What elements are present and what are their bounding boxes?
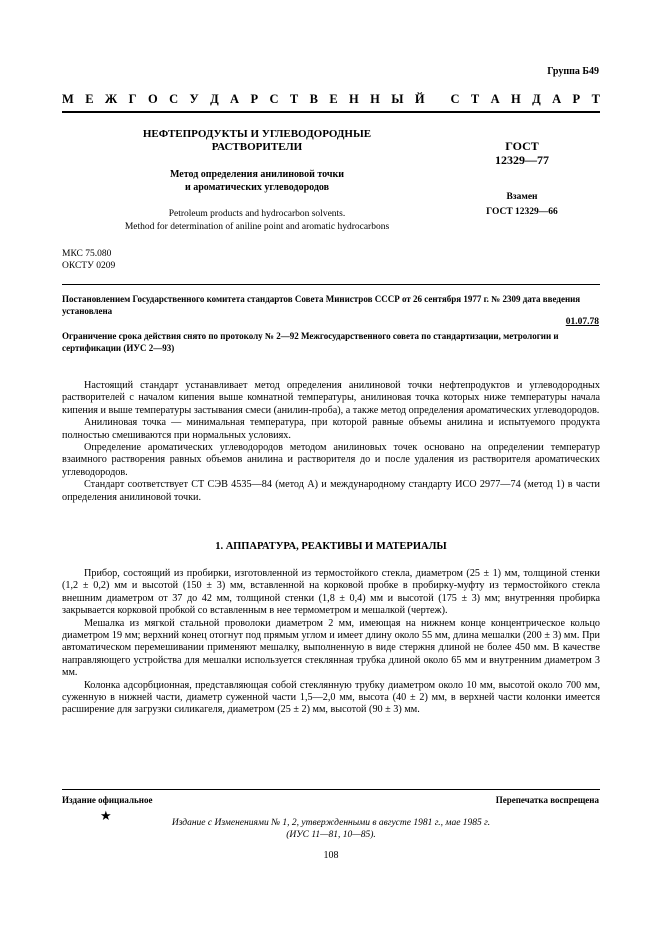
intro-text — [62, 380, 600, 504]
intro-paragraph: Настоящий стандарт устанавливает метод определения анилиновой точки нефтепродуктов и углеводородных растворителей с началом кипения выше комнатной температуры, анилиновая точка которых ниже температуры начала кипения и выше температуры застывания смеси (анилин-проба), а также метод определения ароматических углеводородов. — [62, 380, 600, 416]
decree-rule — [62, 284, 600, 285]
replaces-gost: ГОСТ 12329—66 — [486, 207, 558, 217]
banner-letter: С — [269, 92, 279, 106]
header-rule — [62, 111, 600, 113]
banner-letter: Й — [414, 92, 425, 106]
method-line-1: Метод определения анилиновой точки — [169, 169, 345, 180]
banner-letter: Т — [470, 92, 480, 106]
banner-letter: В — [309, 92, 318, 106]
banner-letter: А — [552, 92, 562, 106]
section-paragraph: Прибор, состоящий из пробирки, изготовленной из термостойкого стекла, диаметром (25 ± 1) мм, толщиной стенки (1,2 ± 0,2) мм и высотой (150 ± 3) мм, вставленной на корковой пробке в пробирку-муфту из термостойкого стекла внешним диаметром от 37 до 42 мм, толщиной стенки (1,8 ± 0,4) мм и высотой (175 ± 3) мм; внутренняя пробирка закрывается корковой пробкой со вставленным в нее термометром и мешалкой (чертеж). — [62, 568, 600, 617]
reprint-prohibited: Перепечатка воспрещена — [495, 795, 599, 805]
banner-letter: Г — [128, 92, 137, 106]
gost-number: 12329—77 — [495, 153, 549, 167]
section-paragraph: Колонка адсорбционная, представляющая собой стеклянную трубку диаметром около 10 мм, высотой около 700 мм, суженную в нижней части, диаметр суженной части 1,5—2,0 мм, высота (40 ± 2) мм, в верхней части колонки имеется расширение для загрузки силикагеля, диаметром (25 ± 2) мм, высотой (90 ± 3) мм. — [62, 679, 600, 716]
banner-letter: Р — [572, 92, 581, 106]
title-line-2: РАСТВОРИТЕЛИ — [211, 141, 303, 153]
intro-paragraph: Анилиновая точка — минимальная температура, при которой равные объемы анилина и испытуемого продукта полностью смешиваются при нормальных условиях. — [62, 417, 600, 441]
page-number: 108 — [323, 850, 339, 861]
decree-text: Постановлением Государственного комитета стандартов Совета Министров СССР от 26 сентября 1977 г. № 2309 дата введения установлена — [62, 294, 581, 316]
replaces-label: Взамен — [506, 192, 538, 202]
mks-code: МКС 75.080 — [62, 249, 112, 259]
banner-letter: А — [490, 92, 500, 106]
intro-paragraph: Стандарт соответствует СТ СЭВ 4535—84 (метод А) и международному стандарту ИСО 2977—74 (метод 1) в части определения анилиновой точки. — [62, 479, 600, 503]
banner-letter: Е — [85, 92, 94, 106]
gost-label: ГОСТ — [505, 139, 539, 153]
banner-letter: Р — [250, 92, 259, 106]
star-icon: ★ — [100, 808, 112, 823]
section-1-title: 1. АППАРАТУРА, РЕАКТИВЫ И МАТЕРИАЛЫ — [215, 541, 447, 552]
banner-letter: У — [189, 92, 199, 106]
title-line-1: НЕФТЕПРОДУКТЫ И УГЛЕВОДОРОДНЫЕ — [142, 128, 372, 140]
edition-note-1: Издание с Изменениями № 1, 2, утвержденными в августе 1981 г., мае 1985 г. — [171, 818, 491, 828]
group-code: Группа Б49 — [547, 66, 599, 77]
limit-removed-note: Ограничение срока действия снято по протоколу № 2—92 Межгосударственного совета по стандартизации, метрологии и сертификации (ИУС 2—93) — [62, 331, 559, 353]
okstu-code: ОКСТУ 0209 — [62, 261, 116, 271]
banner-letter: С — [450, 92, 460, 106]
standard-type-banner — [62, 92, 600, 107]
banner-letter: О — [147, 92, 158, 106]
banner-letter: Н — [511, 92, 521, 106]
english-title-2: Method for determination of aniline point and aromatic hydrocarbons — [124, 222, 390, 232]
english-title-1: Petroleum products and hydrocarbon solvents. — [168, 209, 346, 219]
banner-letter: Н — [370, 92, 380, 106]
section-1-text — [62, 568, 600, 717]
banner-letter: Ж — [104, 92, 118, 106]
method-line-2: и ароматических углеводородов — [184, 182, 330, 193]
banner-letter: Т — [591, 92, 600, 106]
footer-rule — [62, 789, 600, 790]
banner-letter: Т — [289, 92, 299, 106]
banner-letter: Н — [349, 92, 359, 106]
banner-letter: Е — [329, 92, 338, 106]
banner-letter: Д — [210, 92, 219, 106]
banner-letter: А — [230, 92, 240, 106]
section-paragraph: Мешалка из мягкой стальной проволоки диаметром 2 мм, имеющая на нижнем конце концентрическое кольцо диаметром 19 мм; верхний конец отогнут под прямым углом и имеет длину около 55 мм, длина мешалки (200 ± 3) мм. При автоматическом перемешивании применяют мешалку, выполненную в виде стержня длиной не более 450 мм. В качестве направляющего устройства для мешалки используется стеклянная трубка длиной около 65 мм и внутренним диаметром 3 мм. — [62, 617, 600, 679]
banner-letter: М — [62, 92, 74, 106]
banner-letter: Д — [532, 92, 541, 106]
banner-letter: Ы — [391, 92, 404, 106]
edition-note-2: (ИУС 11—81, 10—85). — [286, 830, 376, 840]
intro-paragraph: Определение ароматических углеводородов методом анилиновых точек основано на определении температур взаимного растворения равных объемов анилина и растворителя до и после удаления из растворителя ароматических углеводородов. — [62, 442, 600, 478]
official-edition: Издание официальное — [62, 795, 153, 805]
banner-letter: С — [169, 92, 179, 106]
banner-gap — [436, 92, 439, 107]
introduction-date: 01.07.78 — [565, 317, 599, 327]
